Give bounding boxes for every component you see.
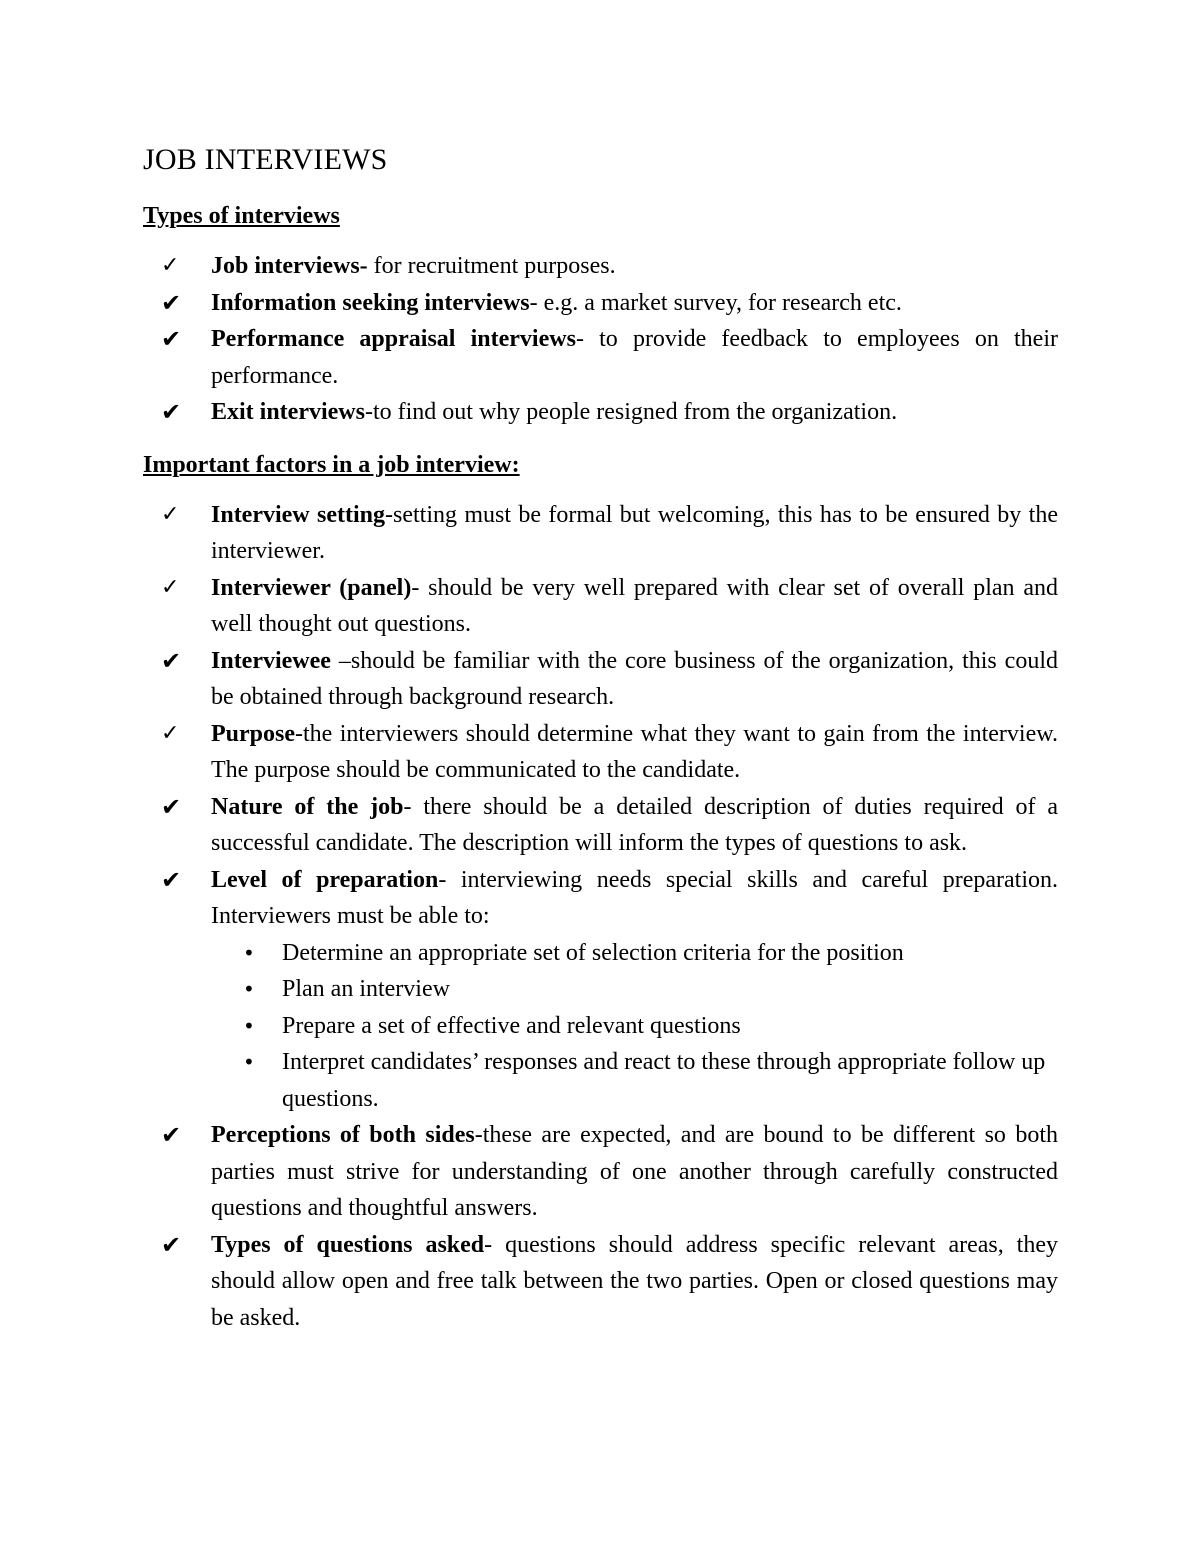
check-heavy-icon: ✔ bbox=[161, 646, 182, 675]
item-text: –should be familiar with the core business of the organization, this could be obtained through background research. bbox=[211, 647, 1058, 710]
bullet-icon: • bbox=[243, 1050, 255, 1074]
check-heavy-icon: ✔ bbox=[161, 865, 182, 894]
types-of-interviews-list bbox=[143, 248, 1058, 431]
sub-item-text: Prepare a set of effective and relevant questions bbox=[282, 1012, 741, 1039]
list-item bbox=[143, 248, 1058, 285]
item-term: Perceptions of both sides bbox=[211, 1122, 475, 1148]
item-text: - should be very well prepared with clear set of overall plan and well thought out questions. bbox=[211, 574, 1058, 637]
section-heading-important-factors: Important factors in a job interview: bbox=[143, 451, 520, 478]
list-item bbox=[143, 716, 1058, 789]
item-text: - interviewing needs special skills and careful preparation. Interviewers must be able to: bbox=[211, 866, 1058, 929]
document-title: JOB INTERVIEWS bbox=[143, 143, 388, 176]
check-heavy-icon: ✔ bbox=[161, 325, 182, 353]
sub-list-item bbox=[211, 1008, 1058, 1045]
bullet-icon: • bbox=[243, 1013, 255, 1038]
important-factors-list bbox=[143, 497, 1058, 1337]
item-text: - questions should address specific relevant areas, they should allow open and free talk between the two parties. Open or closed questions may be asked. bbox=[211, 1231, 1059, 1331]
item-term: Nature of the job bbox=[211, 793, 404, 820]
list-item bbox=[143, 394, 1058, 431]
item-text: for recruitment purposes. bbox=[367, 253, 616, 279]
item-text: -to find out why people resigned from the organization. bbox=[364, 399, 898, 425]
list-item bbox=[143, 1227, 1058, 1337]
bullet-icon: • bbox=[243, 977, 255, 1001]
item-term: Interviewer (panel) bbox=[211, 574, 412, 601]
check-heavy-icon: ✔ bbox=[161, 398, 182, 426]
list-item bbox=[143, 862, 1058, 1118]
item-text: - e.g. a market survey, for research etc. bbox=[529, 289, 902, 316]
list-item bbox=[143, 285, 1058, 322]
item-term: Level of preparation bbox=[211, 866, 439, 893]
list-item bbox=[143, 497, 1058, 570]
list-item bbox=[143, 789, 1058, 862]
item-term: Types of questions asked bbox=[211, 1231, 485, 1258]
item-text: -the interviewers should determine what they want to gain from the interview. The purpose should be communicated to the candidate. bbox=[211, 720, 1058, 783]
check-light-icon: ✓ bbox=[161, 574, 180, 600]
item-term: Performance appraisal interviews bbox=[211, 326, 576, 352]
check-heavy-icon: ✔ bbox=[161, 288, 182, 317]
bullet-icon: • bbox=[243, 940, 255, 965]
section-heading-types-of-interviews: Types of interviews bbox=[143, 203, 340, 229]
list-item bbox=[143, 643, 1058, 716]
item-text: -these are expected, and are bound to be different so both parties must strive for understanding of one another through carefully constructed questions and thoughtful answers. bbox=[211, 1122, 1058, 1221]
item-text: - there should be a detailed description of duties required of a successful candidate. The description will inform the types of questions to ask. bbox=[211, 793, 1058, 856]
preparation-skills-list bbox=[211, 935, 1058, 1118]
check-light-icon: ✓ bbox=[161, 253, 180, 278]
item-term: Purpose bbox=[211, 720, 295, 747]
sub-list-item bbox=[211, 935, 1058, 972]
list-item bbox=[143, 1117, 1058, 1227]
check-heavy-icon: ✔ bbox=[161, 1121, 182, 1149]
item-term: Job interviews- bbox=[211, 253, 368, 279]
item-term: Exit interviews bbox=[211, 399, 365, 425]
check-heavy-icon: ✔ bbox=[161, 792, 182, 821]
check-light-icon: ✓ bbox=[161, 501, 180, 527]
item-text: - to provide feedback to employees on their performance. bbox=[211, 326, 1058, 389]
document-page bbox=[143, 140, 1058, 1336]
item-term: Information seeking interviews bbox=[211, 289, 530, 316]
item-term: Interview setting bbox=[211, 501, 385, 528]
check-light-icon: ✓ bbox=[161, 720, 180, 746]
item-term: Interviewee bbox=[211, 647, 331, 674]
sub-list-item bbox=[211, 1044, 1058, 1117]
list-item bbox=[143, 321, 1058, 394]
sub-list-item bbox=[211, 971, 1058, 1008]
item-text: -setting must be formal but welcoming, this has to be ensured by the interviewer. bbox=[211, 501, 1058, 564]
sub-item-text: Determine an appropriate set of selection criteria for the position bbox=[282, 939, 904, 966]
list-item bbox=[143, 570, 1058, 643]
check-heavy-icon: ✔ bbox=[161, 1230, 182, 1259]
sub-item-text: Interpret candidates’ responses and react to these through appropriate follow up questions. bbox=[282, 1049, 1046, 1112]
sub-item-text: Plan an interview bbox=[282, 976, 450, 1002]
